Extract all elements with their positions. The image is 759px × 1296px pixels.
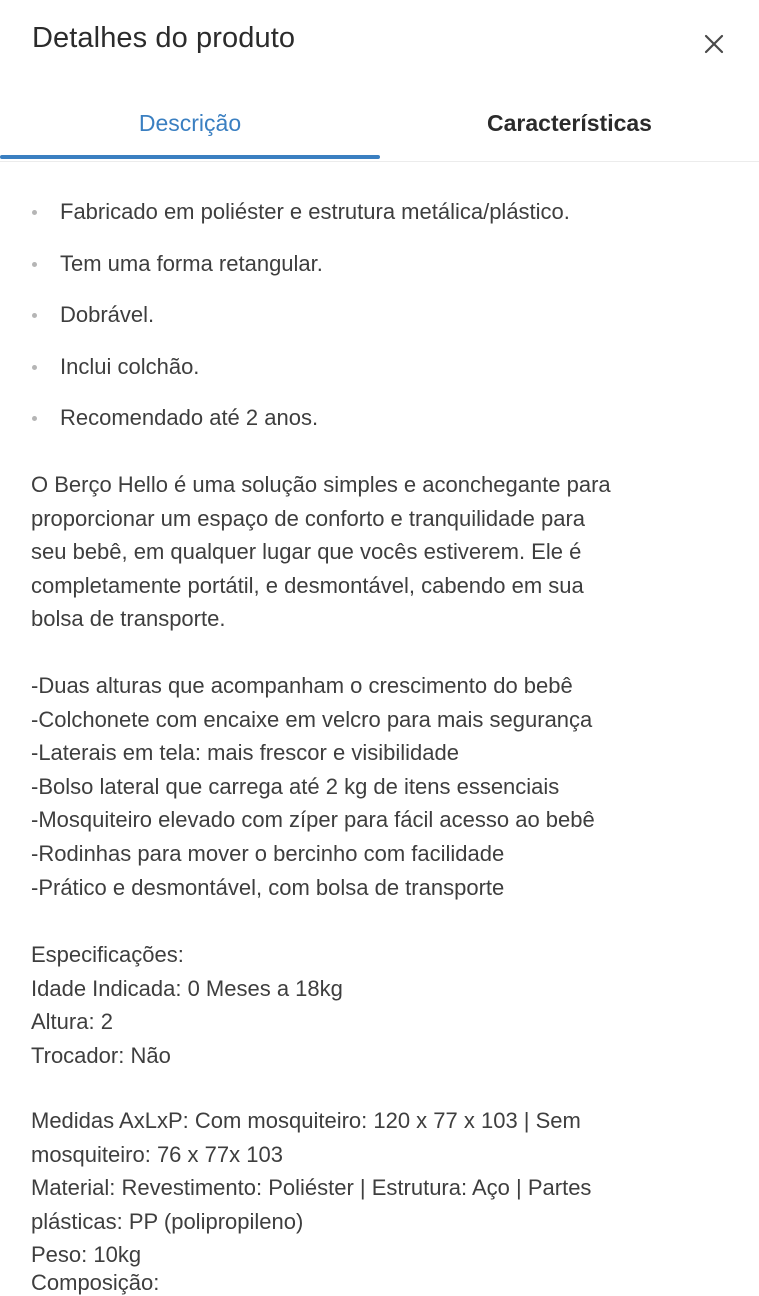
tab-descricao[interactable]: Descrição	[138, 109, 242, 136]
measure-line: mosquiteiro: 76 x 77x 103	[31, 1141, 283, 1167]
bullet-text: Tem uma forma retangular.	[60, 250, 323, 276]
list-item	[0, 186, 759, 238]
feature-line: -Bolso lateral que carrega até 2 kg de itens essenciais	[31, 773, 560, 799]
list-item	[0, 341, 759, 393]
spec-line: Idade Indicada: 0 Meses a 18kg	[31, 975, 343, 1001]
cut-off-text	[31, 1268, 191, 1295]
spec-line: Altura: 2	[31, 1009, 113, 1035]
description-line: O Berço Hello é uma solução simples e aconchegante para	[31, 472, 611, 497]
bullet-text: Inclui colchão.	[60, 353, 200, 379]
description-paragraph	[31, 468, 731, 636]
feature-line: -Laterais em tela: mais frescor e visibilidade	[31, 740, 459, 766]
description-line: seu bebê, em qualquer lugar que vocês estiverem. Ele é	[31, 539, 582, 565]
bullet-text: Recomendado até 2 anos.	[60, 405, 319, 430]
measures-block	[31, 1104, 731, 1272]
feature-bullet-list	[0, 186, 759, 444]
feature-line: -Rodinhas para mover o bercinho com facilidade	[31, 840, 505, 866]
description-line: bolsa de transporte.	[31, 606, 226, 632]
bullet-text: Fabricado em poliéster e estrutura metálica/plástico.	[60, 199, 570, 224]
bullet-dot-icon	[32, 210, 37, 215]
feature-line: -Duas alturas que acompanham o crescimento do bebê	[31, 673, 573, 698]
list-item	[0, 238, 759, 290]
measure-line: Material: Revestimento: Poliéster | Estrutura: Aço | Partes	[31, 1175, 592, 1201]
bullet-dot-icon	[32, 416, 37, 421]
feature-list	[31, 669, 731, 904]
list-item	[0, 289, 759, 341]
measure-line: Peso: 10kg	[31, 1242, 142, 1268]
bullet-text: Dobrável.	[60, 302, 155, 327]
bullet-dot-icon	[32, 365, 37, 370]
tab-caracteristicas[interactable]: Características	[487, 109, 652, 136]
header	[0, 0, 759, 82]
bullet-dot-icon	[32, 313, 37, 318]
feature-line: -Mosquiteiro elevado com zíper para fácil acesso ao bebê	[31, 807, 595, 833]
feature-line: -Colchonete com encaixe em velcro para mais segurança	[31, 706, 593, 732]
cut-off-line: Composição:	[31, 1270, 160, 1295]
close-icon	[703, 33, 725, 55]
measure-line: plásticas: PP (polipropileno)	[31, 1208, 304, 1234]
page-title: Detalhes do produto	[32, 22, 296, 54]
measure-line: Medidas AxLxP: Com mosquiteiro: 120 x 77 x 103 | Sem	[31, 1108, 581, 1133]
description-line: completamente portátil, e desmontável, cabendo em sua	[31, 572, 584, 598]
bullet-dot-icon	[32, 262, 37, 267]
specs-heading: Especificações:	[31, 942, 184, 967]
feature-line: -Prático e desmontável, com bolsa de transporte	[31, 874, 505, 900]
active-tab-indicator	[0, 155, 380, 159]
specifications	[31, 938, 731, 1072]
spec-line: Trocador: Não	[31, 1042, 171, 1068]
tab-bar	[0, 86, 759, 162]
close-button[interactable]	[694, 24, 734, 64]
description-line: proporcionar um espaço de conforto e tranquilidade para	[31, 505, 586, 531]
list-item	[0, 392, 759, 444]
